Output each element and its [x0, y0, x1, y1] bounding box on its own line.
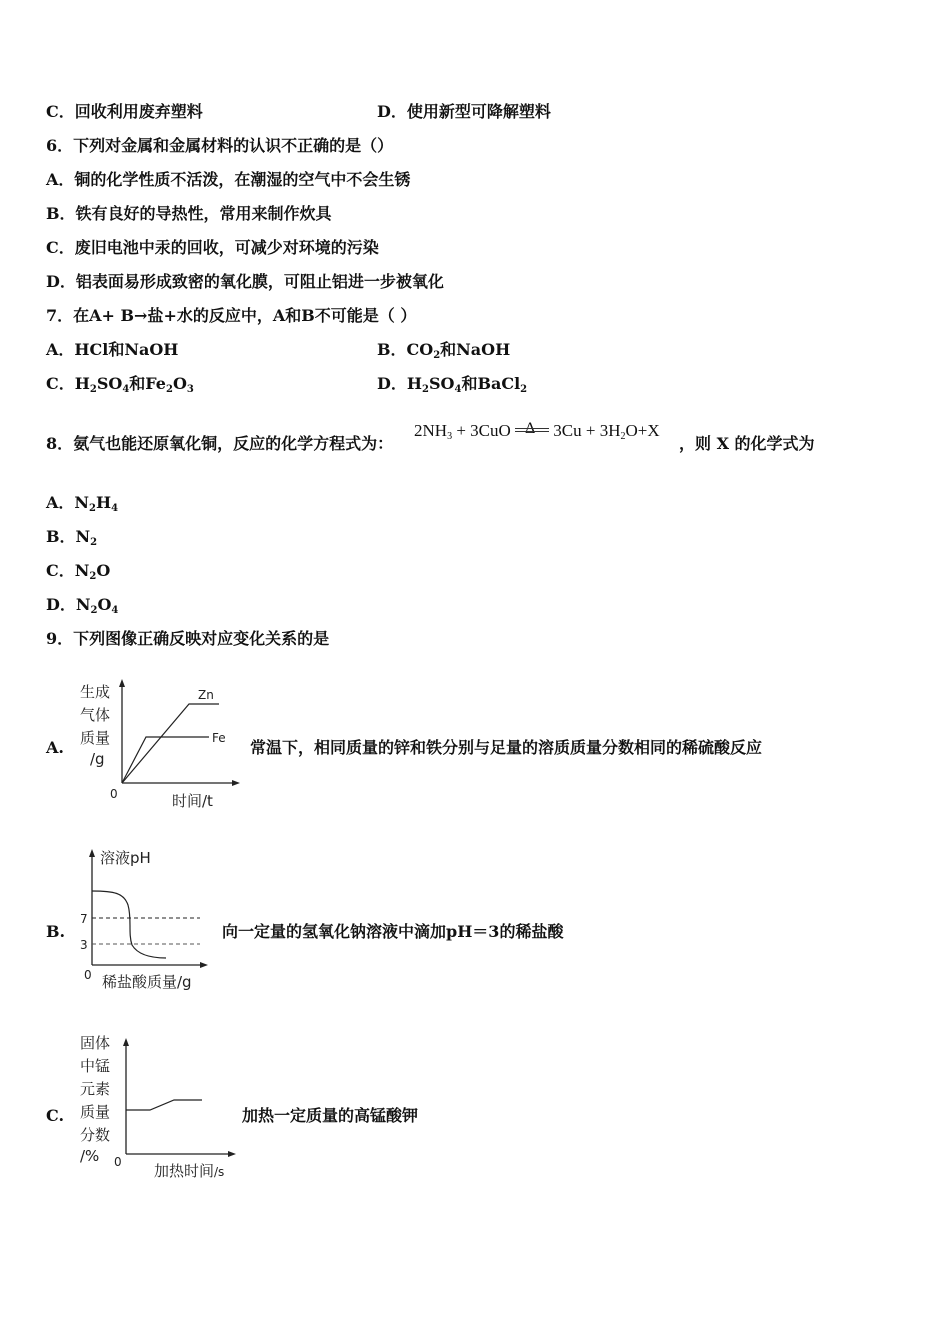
graph-a-series-zn [122, 704, 219, 783]
q7-option-c: C．$H_2SO_4$和$Fe_2O_3$ [46, 374, 194, 395]
q9-option-b-letter: B. [46, 922, 66, 941]
graph-a-x-arrow [232, 780, 240, 786]
graph-b-x-arrow [200, 962, 208, 968]
graph-c [74, 1030, 244, 1185]
q6-option-d: D．铝表面易形成致密的氧化膜，可阻止铝进一步被氧化 [46, 272, 444, 291]
q8-stem-suffix: ，则 X 的化学式为 [679, 434, 815, 453]
graph-c-ylabel-line-2: 中锰 [80, 1057, 111, 1075]
graph-c-ylabel-line-6: /% [80, 1147, 100, 1165]
graph-a-ylabel-line-4: /g [90, 750, 105, 768]
delta-heat-symbol: Δ [525, 420, 536, 437]
graph-c-ylabel-line-5: 分数 [80, 1126, 111, 1144]
graph-a-y-arrow [119, 679, 125, 687]
q9-stem: 9．下列图像正确反映对应变化关系的是 [46, 629, 330, 648]
q8-stem: 8．氨气也能还原氧化铜，反应的化学方程式为： [46, 434, 394, 453]
q9-option-c-letter: C. [46, 1106, 65, 1125]
graph-a-ylabel-line-3: 质量 [80, 729, 111, 747]
graph-a-xlabel: 时间/t [172, 792, 213, 810]
equals-sign [515, 428, 549, 432]
q7-stem: 7．在A+ B→盐+水的反应中，A和B不可能是（ ） [46, 306, 417, 325]
q5-option-c: C．回收利用废弃塑料 [46, 102, 203, 121]
q8-option-a: A．$N_2H_4$ [46, 493, 119, 514]
q9-option-c-text: 加热一定质量的高锰酸钾 [242, 1106, 419, 1125]
q8-equation: $2NH_3 + 3CuO$ Δ $3Cu + 3H_2O+X$ [414, 420, 660, 442]
graph-b-xlabel: 稀盐酸质量/g [102, 973, 192, 991]
graph-a-ylabel-line-2: 气体 [80, 706, 111, 724]
graph-c-xlabel [154, 1162, 224, 1180]
q5-option-d: D．使用新型可降解塑料 [377, 102, 551, 121]
graph-a-legend-fe: Fe [212, 731, 226, 745]
graph-a-origin: 0 [110, 787, 118, 801]
graph-b-curve [92, 891, 166, 958]
q9-option-a-text: 常温下，相同质量的锌和铁分别与足量的溶质质量分数相同的稀硫酸反应 [250, 738, 763, 757]
q6-stem: 6．下列对金属和金属材料的认识不正确的是（） [46, 136, 394, 155]
graph-c-y-arrow [123, 1038, 129, 1046]
graph-b-origin: 0 [84, 968, 92, 982]
graph-c-xlabel-unit: /s [214, 1165, 225, 1179]
graph-b-ylabel: 溶液pH [100, 849, 151, 867]
graph-c-ylabel-line-1: 固体 [80, 1034, 111, 1052]
q7-option-a: A．HCl和NaOH [46, 340, 179, 359]
graph-a-legend-zn: Zn [198, 688, 214, 702]
q8-option-c: C．$N_2O$ [46, 561, 111, 582]
graph-b [74, 845, 224, 995]
graph-a-series-fe [122, 737, 209, 783]
graph-a [74, 675, 244, 815]
q6-option-b: B．铁有良好的导热性，常用来制作炊具 [46, 204, 332, 223]
q6-option-a: A．铜的化学性质不活泼，在潮湿的空气中不会生锈 [46, 170, 411, 189]
graph-c-ylabel-line-4: 质量 [80, 1103, 111, 1121]
graph-b-y-arrow [89, 849, 95, 857]
q8-option-d: D．$N_2O_4$ [46, 595, 119, 616]
graph-c-curve [126, 1100, 202, 1110]
graph-c-origin: 0 [114, 1155, 122, 1169]
q9-option-b-text: 向一定量的氢氧化钠溶液中滴加pH＝3的稀盐酸 [222, 922, 564, 941]
graph-c-ylabel-line-3: 元素 [80, 1080, 111, 1098]
q9-option-a-letter: A. [46, 738, 64, 757]
graph-b-tick-7: 7 [80, 912, 88, 926]
graph-c-xlabel-main: 加热时间 [154, 1162, 215, 1180]
q7-option-b: B．$CO_2$和NaOH [377, 340, 511, 361]
graph-c-x-arrow [228, 1151, 236, 1157]
q6-option-c: C．废旧电池中汞的回收，可减少对环境的污染 [46, 238, 379, 257]
graph-a-ylabel-line-1: 生成 [80, 683, 111, 701]
q8-option-b: B．$N_2$ [46, 527, 98, 548]
graph-b-tick-3: 3 [80, 938, 88, 952]
q7-option-d: D．$H_2SO_4$和BaCl$_2$ [377, 374, 528, 395]
